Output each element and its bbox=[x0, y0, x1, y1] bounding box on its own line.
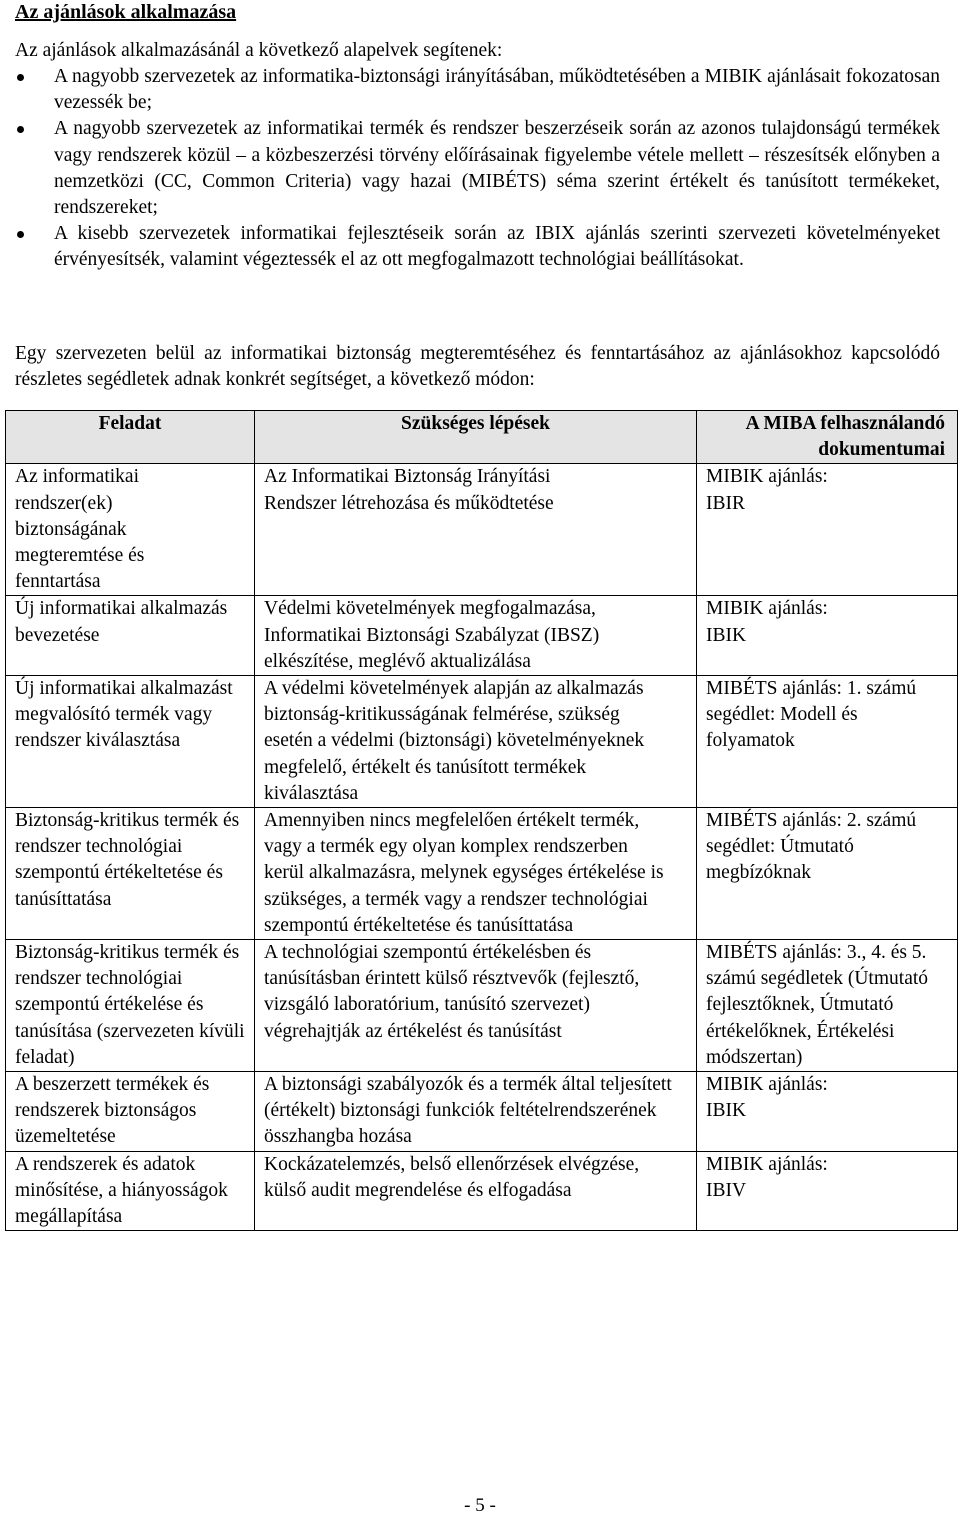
intro-text: Az ajánlások alkalmazásánál a következő alapelvek segítenek: bbox=[15, 40, 503, 61]
page-number: - 5 - bbox=[464, 1495, 496, 1516]
table-cell: MIBÉTS ajánlás: 1. számú segédlet: Modell és folyamatok bbox=[697, 676, 958, 808]
table-cell: MIBIK ajánlás: IBIR bbox=[697, 464, 958, 596]
table-cell: Védelmi követelmények megfogalmazása, Informatikai Biztonsági Szabályzat (IBSZ) elkészítése, meglévő aktualizálása bbox=[255, 596, 697, 676]
table-cell: MIBÉTS ajánlás: 2. számú segédlet: Útmutató megbízóknak bbox=[697, 808, 958, 940]
table-cell: MIBIK ajánlás: IBIK bbox=[697, 1072, 958, 1152]
table-cell: A biztonsági szabályozók és a termék által teljesített (értékelt) biztonsági funkciók feltételrendszerének összhangba hozása bbox=[255, 1072, 697, 1152]
bullet-icon bbox=[17, 231, 24, 238]
table-cell: MIBÉTS ajánlás: 3., 4. és 5. számú segédletek (Útmutató fejlesztőknek, Útmutató értékelőknek, Értékelési módszertan) bbox=[697, 940, 958, 1072]
bullet-icon bbox=[17, 126, 24, 133]
column-header-dokumentumok: A MIBA felhasználandó dokumentumai bbox=[697, 411, 958, 464]
bullet-icon bbox=[17, 74, 24, 81]
table-cell: Az Informatikai Biztonság Irányítási Rendszer létrehozása és működtetése bbox=[255, 464, 697, 596]
table-cell: A védelmi követelmények alapján az alkalmazás biztonság-kritikusságának felmérése, szükség esetén a védelmi (biztonsági) követelményeknek megfelelő, értékelt és tanúsított termékek kiválasztása bbox=[255, 676, 697, 808]
table-cell: A rendszerek és adatok minősítése, a hiányosságok megállapítása bbox=[6, 1151, 255, 1231]
table-row bbox=[6, 1151, 958, 1231]
table-row bbox=[6, 464, 958, 596]
table-cell: Kockázatelemzés, belső ellenőrzések elvégzése, külső audit megrendelése és elfogadása bbox=[255, 1151, 697, 1231]
table-cell: A technológiai szempontú értékelésben és tanúsításban érintett külső résztvevők (fejlesztő, vizsgáló laboratórium, tanúsító szervezet) végrehajtják az értékelést és tanúsítást bbox=[255, 940, 697, 1072]
table-row bbox=[6, 596, 958, 676]
list-item bbox=[0, 116, 940, 221]
list-item bbox=[0, 64, 940, 116]
table-cell: Új informatikai alkalmazás bevezetése bbox=[6, 596, 255, 676]
table-cell: Biztonság-kritikus termék és rendszer technológiai szempontú értékelése és tanúsítása (szervezeten kívüli feladat) bbox=[6, 940, 255, 1072]
body-paragraph: Egy szervezeten belül az informatikai biztonság megteremtéséhez és fenntartásához az ajánlásokhoz kapcsolódó részletes segédletek adnak konkrét segítséget, a következő módon: bbox=[15, 343, 940, 391]
table-cell: Az informatikai rendszer(ek) biztonságának megteremtése és fenntartása bbox=[6, 464, 255, 596]
table-cell: Biztonság-kritikus termék és rendszer technológiai szempontú értékeltetése és tanúsíttatása bbox=[6, 808, 255, 940]
list-item-text: A nagyobb szervezetek az informatika-biztonsági irányításában, működtetésében a MIBIK ajánlásait fokozatosan vezessék be; bbox=[54, 66, 940, 114]
table-row bbox=[6, 940, 958, 1072]
steps-table bbox=[5, 410, 958, 1231]
table-row bbox=[6, 808, 958, 940]
table-row bbox=[6, 1072, 958, 1152]
table-cell: A beszerzett termékek és rendszerek biztonságos üzemeltetése bbox=[6, 1072, 255, 1152]
section-heading: Az ajánlások alkalmazása bbox=[15, 1, 237, 23]
column-header-lepesek: Szükséges lépések bbox=[255, 411, 697, 464]
table-header-row bbox=[6, 411, 958, 464]
list-item-text: A nagyobb szervezetek az informatikai termék és rendszer beszerzéseik során az azonos tulajdonságú termékek vagy rendszerek közül – a közbeszerzési törvény előírásainak figyelembe vétele mellett – részesítsék előnyben a nemzetközi (CC, Common Criteria) vagy hazai (MIBÉTS) séma szerint értékelt és tanúsított termékeket, rendszereket; bbox=[54, 118, 940, 219]
table-row bbox=[6, 676, 958, 808]
table-cell: MIBIK ajánlás: IBIV bbox=[697, 1151, 958, 1231]
column-header-feladat: Feladat bbox=[6, 411, 255, 464]
table-cell: Amennyiben nincs megfelelően értékelt termék, vagy a termék egy olyan komplex rendszerben kerül alkalmazásra, melynek egységes értékelése is szükséges, a termék vagy a rendszer technológiai szempontú értékeltetése és tanúsíttatása bbox=[255, 808, 697, 940]
table-cell: Új informatikai alkalmazást megvalósító termék vagy rendszer kiválasztása bbox=[6, 676, 255, 808]
principles-list bbox=[0, 64, 940, 274]
list-item-text: A kisebb szervezetek informatikai fejlesztéseik során az IBIX ajánlás szerinti szervezeti követelményeket érvényesítsék, valamint végeztessék el az ott megfogalmazott technológiai beállításokat. bbox=[54, 223, 940, 271]
table-cell: MIBIK ajánlás: IBIK bbox=[697, 596, 958, 676]
list-item bbox=[0, 221, 940, 273]
